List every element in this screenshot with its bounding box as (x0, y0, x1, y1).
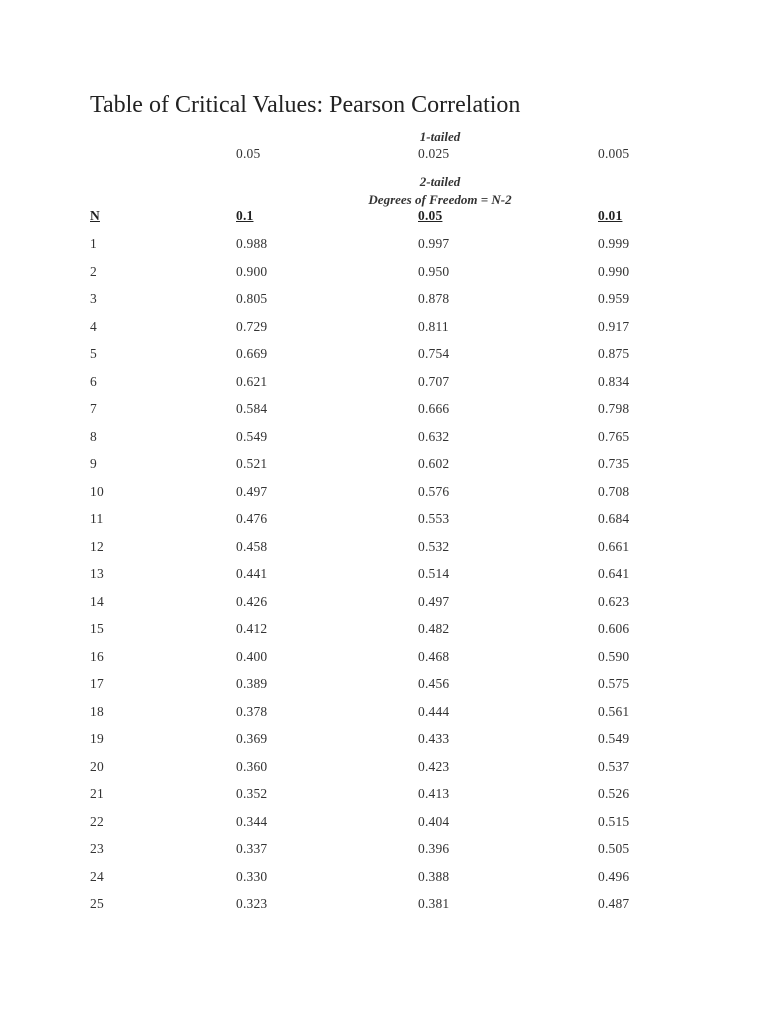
critical-value-0-05: 0.497 (418, 593, 450, 609)
row-n-value: 17 (90, 676, 104, 691)
critical-value-0-1: 0.344 (236, 813, 268, 829)
row-n-value: 6 (90, 373, 97, 389)
critical-value-0-1: 0.584 (236, 401, 268, 416)
critical-value-0-05: 0.602 (418, 456, 450, 471)
row-n-value: 14 (90, 593, 104, 609)
page-title: Table of Critical Values: Pearson Correlation (90, 92, 521, 118)
critical-value-0-05: 0.553 (418, 511, 450, 526)
critical-value-0-1: 0.458 (236, 538, 268, 554)
critical-value-0-05: 0.754 (418, 346, 450, 361)
two-tailed-label: 2-tailed (419, 174, 461, 189)
critical-value-0-1: 0.476 (236, 511, 268, 526)
critical-value-0-05: 0.423 (418, 758, 450, 774)
critical-value-0-01: 0.526 (598, 786, 630, 801)
critical-value-0-01: 0.990 (598, 263, 630, 279)
critical-value-0-05: 0.632 (418, 428, 450, 444)
critical-value-0-01: 0.875 (598, 346, 630, 361)
row-n-value: 16 (90, 648, 104, 664)
critical-value-0-05: 0.811 (418, 318, 449, 334)
one-tailed-value: 0.025 (418, 146, 450, 161)
critical-value-0-1: 0.497 (236, 483, 268, 499)
critical-value-0-05: 0.468 (418, 648, 450, 664)
row-n-value: 25 (90, 896, 104, 911)
row-n-value: 9 (90, 456, 97, 471)
critical-value-0-1: 0.360 (236, 758, 268, 774)
critical-value-0-1: 0.549 (236, 428, 268, 444)
row-n-value: 11 (90, 511, 104, 526)
row-n-value: 4 (90, 318, 97, 334)
critical-value-0-1: 0.389 (236, 676, 268, 691)
one-tailed-value: 0.05 (236, 146, 261, 161)
critical-value-0-1: 0.621 (236, 373, 268, 389)
column-header-alpha: 0.01 (598, 208, 623, 223)
row-n-value: 13 (90, 566, 104, 581)
critical-value-0-01: 0.487 (598, 896, 630, 911)
row-n-value: 24 (90, 868, 104, 884)
row-n-value: 19 (90, 731, 104, 746)
critical-value-0-01: 0.708 (598, 483, 630, 499)
row-n-value: 1 (90, 236, 97, 251)
critical-value-0-01: 0.917 (598, 318, 630, 334)
critical-value-0-01: 0.735 (598, 456, 630, 471)
critical-value-0-1: 0.805 (236, 291, 268, 306)
row-n-value: 8 (90, 428, 97, 444)
critical-value-0-01: 0.561 (598, 703, 630, 719)
row-n-value: 18 (90, 703, 104, 719)
critical-value-0-05: 0.381 (418, 896, 450, 911)
critical-value-0-01: 0.496 (598, 868, 630, 884)
critical-value-0-01: 0.505 (598, 841, 630, 856)
row-n-value: 5 (90, 346, 97, 361)
row-n-value: 22 (90, 813, 104, 829)
critical-value-0-05: 0.514 (418, 566, 450, 581)
row-n-value: 7 (90, 401, 97, 416)
row-n-value: 21 (90, 786, 104, 801)
row-n-value: 12 (90, 538, 104, 554)
critical-value-0-05: 0.396 (418, 841, 450, 856)
critical-value-0-1: 0.412 (236, 621, 268, 636)
critical-value-0-1: 0.900 (236, 263, 268, 279)
critical-value-0-05: 0.444 (418, 703, 450, 719)
critical-value-0-05: 0.997 (418, 236, 450, 251)
critical-value-0-01: 0.661 (598, 538, 630, 554)
critical-value-0-05: 0.456 (418, 676, 450, 691)
row-n-value: 10 (90, 483, 104, 499)
critical-value-0-05: 0.532 (418, 538, 450, 554)
critical-value-0-1: 0.378 (236, 703, 268, 719)
critical-value-0-1: 0.369 (236, 731, 268, 746)
row-n-value: 23 (90, 841, 104, 856)
critical-value-0-01: 0.623 (598, 593, 630, 609)
critical-value-0-1: 0.426 (236, 593, 268, 609)
critical-value-0-01: 0.515 (598, 813, 630, 829)
critical-value-0-1: 0.337 (236, 841, 268, 856)
critical-value-0-05: 0.950 (418, 263, 450, 279)
critical-value-0-05: 0.707 (418, 373, 450, 389)
critical-value-0-1: 0.323 (236, 896, 268, 911)
critical-value-0-01: 0.575 (598, 676, 630, 691)
row-n-value: 2 (90, 263, 97, 279)
critical-value-0-01: 0.684 (598, 511, 630, 526)
critical-value-0-1: 0.988 (236, 236, 268, 251)
column-header-n: N (90, 208, 100, 223)
critical-value-0-05: 0.388 (418, 868, 450, 884)
column-header-alpha: 0.05 (418, 208, 443, 223)
critical-value-0-01: 0.999 (598, 236, 630, 251)
critical-value-0-01: 0.641 (598, 566, 630, 581)
one-tailed-value: 0.005 (598, 146, 630, 161)
critical-value-0-1: 0.441 (236, 566, 268, 581)
critical-value-0-1: 0.521 (236, 456, 268, 471)
critical-value-0-05: 0.878 (418, 291, 450, 306)
row-n-value: 15 (90, 621, 104, 636)
critical-value-0-01: 0.959 (598, 291, 630, 306)
column-header-alpha: 0.1 (236, 208, 254, 223)
critical-value-0-1: 0.400 (236, 648, 268, 664)
critical-value-0-01: 0.798 (598, 401, 630, 416)
critical-value-0-1: 0.729 (236, 318, 268, 334)
row-n-value: 3 (90, 291, 97, 306)
critical-value-0-05: 0.482 (418, 621, 450, 636)
one-tailed-label: 1-tailed (419, 129, 461, 144)
critical-value-0-01: 0.606 (598, 621, 630, 636)
critical-value-0-01: 0.765 (598, 428, 630, 444)
critical-value-0-1: 0.330 (236, 868, 268, 884)
critical-value-0-01: 0.834 (598, 373, 630, 389)
row-n-value: 20 (90, 758, 104, 774)
critical-value-0-05: 0.413 (418, 786, 450, 801)
critical-value-0-01: 0.590 (598, 648, 630, 664)
critical-value-0-05: 0.576 (418, 483, 450, 499)
critical-value-0-1: 0.669 (236, 346, 268, 361)
critical-value-0-05: 0.666 (418, 401, 450, 416)
critical-value-0-05: 0.433 (418, 731, 450, 746)
critical-value-0-01: 0.537 (598, 758, 630, 774)
critical-value-0-01: 0.549 (598, 731, 630, 746)
degrees-of-freedom-label: Degrees of Freedom = N-2 (368, 192, 512, 207)
critical-value-0-1: 0.352 (236, 786, 268, 801)
critical-value-0-05: 0.404 (418, 813, 450, 829)
